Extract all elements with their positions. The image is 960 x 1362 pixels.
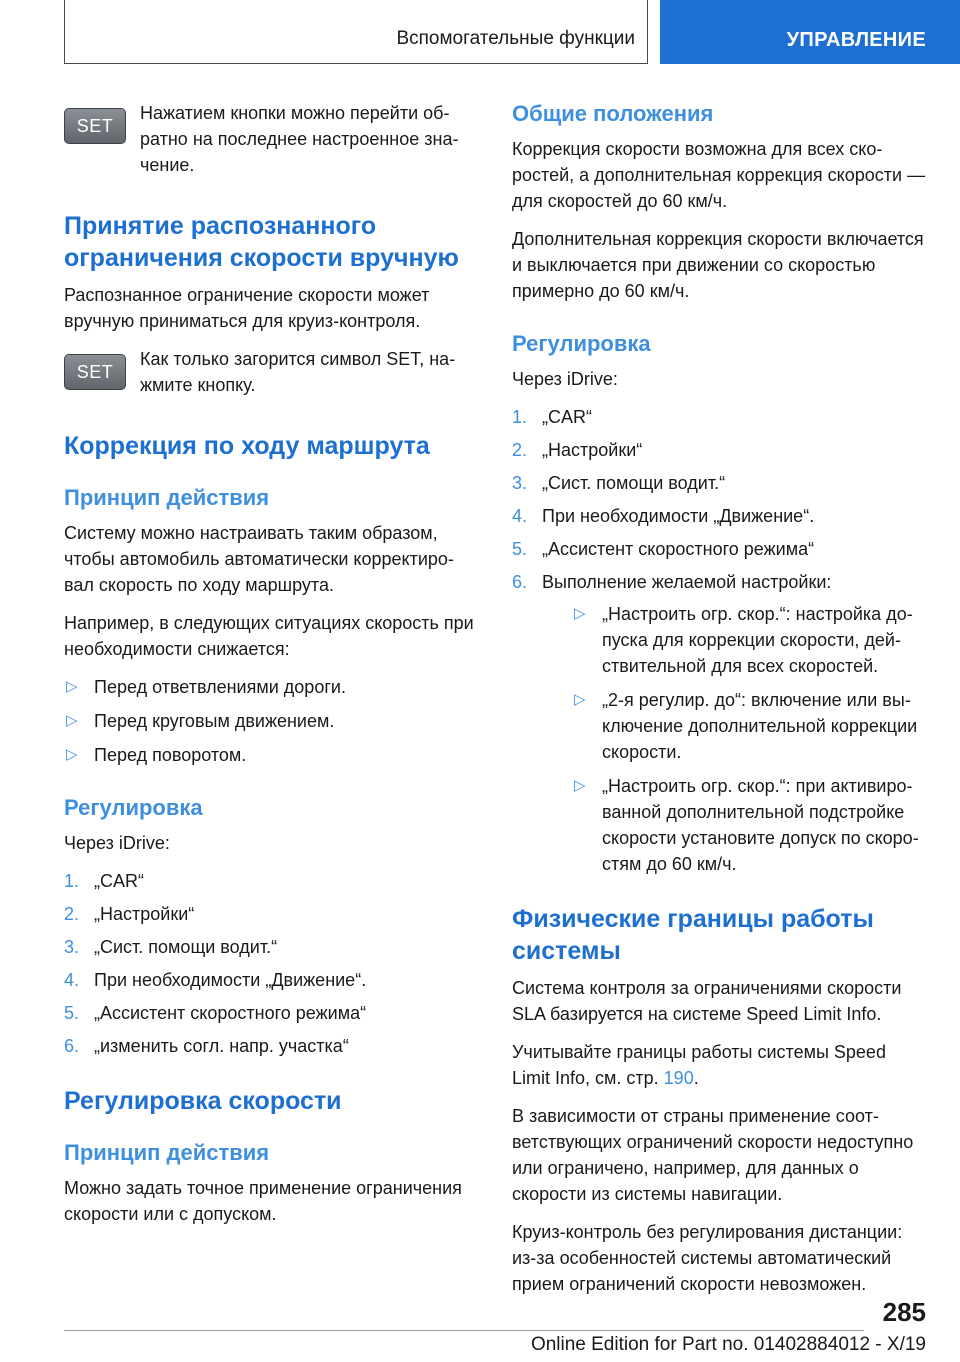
paragraph: Как только загорится символ SET, нажмите кнопку. (140, 349, 456, 395)
set-button-icon: SET (64, 108, 126, 144)
set-button-icon: SET (64, 354, 126, 390)
page-header (64, 0, 960, 66)
paragraph: Можно задать точное применение ограничения скорости или с допуском. (64, 1178, 462, 1224)
list-item: ▷ „Настроить огр. скор.“: при активированной дополнительной подстройке скорости установите допуск по скоростям до 60 км/ч. (572, 773, 928, 877)
list-item: 3. „Сист. помощи водит.“ (64, 937, 278, 957)
heading-general: Общие положения (512, 101, 714, 126)
page-number: 285 (882, 1297, 926, 1327)
list-item: ▷ Перед ответвлениями дороги. (64, 674, 476, 700)
list-item: 2. „Настройки“ (64, 904, 195, 924)
heading-speed-adjustment: Регулировка скорости (64, 1087, 342, 1115)
triangle-bullet-icon: ▷ (66, 746, 78, 763)
triangle-bullet-icon: ▷ (574, 777, 586, 794)
list-item: 5. „Ассистент скоростного режима“ (512, 539, 815, 559)
list-item: 1. „CAR“ (64, 871, 144, 891)
paragraph: Через iDrive: (512, 369, 618, 389)
paragraph: Через iDrive: (64, 833, 170, 853)
list-item: ▷ „2-я регулир. до“: включение или выключение дополнительной коррекции скорости. (572, 687, 928, 765)
heading-route-correction: Коррекция по ходу маршрута (64, 432, 430, 460)
heading-accept-limit: Принятие распознанного ограничения скорости вручную (64, 212, 459, 272)
paragraph: Коррекция скорости возможна для всех скоростей, а дополнительная коррекция скорости — для скоростей до 60 км/ч. (512, 139, 926, 211)
list-item: 3. „Сист. помощи водит.“ (512, 473, 726, 493)
list-item: 4. При необходимости „Движение“. (512, 506, 815, 526)
heading-principle: Принцип действия (64, 1140, 270, 1165)
header-section-box (64, 0, 648, 64)
paragraph: Учитывайте границы работы системы Speed Limit Info, см. стр. 190. (512, 1042, 886, 1088)
triangle-bullet-icon: ▷ (66, 712, 78, 729)
set-instruction-2 (64, 346, 476, 398)
list-item: 5. „Ассистент скоростного режима“ (64, 1003, 367, 1023)
header-section-title: Вспомогательные функции (396, 28, 635, 49)
paragraph: Нажатием кнопки можно перейти обратно на последнее настроенное значение. (140, 103, 459, 175)
setting-options-list (572, 601, 928, 877)
situation-list (64, 674, 476, 768)
list-item: 6. Выполнение желаемой настройки: ▷ „Настроить огр. скор.“: настройка допуска для коррекции скорости, действительной для всех скоростей. ▷ „2-я регулир. до“: включение или выключение дополнительной коррекции скорости. ▷ „Настроить огр. скор.“: при активированной дополнительной подстройке скорости установите допуск по скоростям до 60 км/ч. (512, 569, 928, 877)
heading-adjustment: Регулировка (512, 331, 651, 356)
triangle-bullet-icon: ▷ (574, 691, 586, 708)
right-column (512, 100, 928, 1309)
left-column (64, 100, 476, 1239)
list-item: 4. При необходимости „Движение“. (64, 970, 367, 990)
paragraph: Круиз-контроль без регулирования дистанции: из-за особенностей системы автоматический прием ограничений скорости невозможен. (512, 1222, 903, 1294)
list-item: 2. „Настройки“ (512, 440, 643, 460)
steps-list (64, 868, 476, 1059)
list-item: 6. „изменить согл. напр. участка“ (64, 1036, 349, 1056)
paragraph: Систему можно настраивать таким образом, чтобы автомобиль автоматически корректировал скорость по ходу маршрута. (64, 523, 454, 595)
heading-system-limits: Физические границы работы системы (512, 905, 874, 965)
header-chapter-tab (660, 0, 960, 64)
set-instruction-1 (64, 100, 476, 178)
heading-adjustment: Регулировка (64, 795, 203, 820)
paragraph: Дополнительная коррекция скорости включается и выключается при движении со скоростью примерно до 60 км/ч. (512, 229, 924, 301)
footer-divider (64, 1330, 864, 1331)
paragraph: Например, в следующих ситуациях скорость при необходимости снижается: (64, 613, 474, 659)
triangle-bullet-icon: ▷ (66, 678, 78, 695)
header-chapter-title: УПРАВЛЕНИЕ (786, 29, 926, 51)
list-item: ▷ Перед поворотом. (64, 742, 476, 768)
heading-principle: Принцип действия (64, 485, 270, 510)
paragraph: Система контроля за ограничениями скорости SLA базируется на системе Speed Limit Info. (512, 978, 902, 1024)
page-reference-link[interactable]: 190 (663, 1068, 694, 1088)
footer-edition: Online Edition for Part no. 01402884012 - X/19 (530, 1334, 926, 1355)
triangle-bullet-icon: ▷ (574, 605, 586, 622)
list-item: ▷ Перед круговым движением. (64, 708, 476, 734)
list-item: ▷ „Настроить огр. скор.“: настройка допуска для коррекции скорости, действительной для всех скоростей. (572, 601, 928, 679)
steps-list (512, 404, 928, 877)
paragraph: Распознанное ограничение скорости может вручную приниматься для круиз-контроля. (64, 285, 430, 331)
paragraph: В зависимости от страны применение соответствующих ограничений скорости недоступно или ограничено, например, для данных о скорости из системы навигации. (512, 1106, 914, 1204)
list-item: 1. „CAR“ (512, 407, 592, 427)
